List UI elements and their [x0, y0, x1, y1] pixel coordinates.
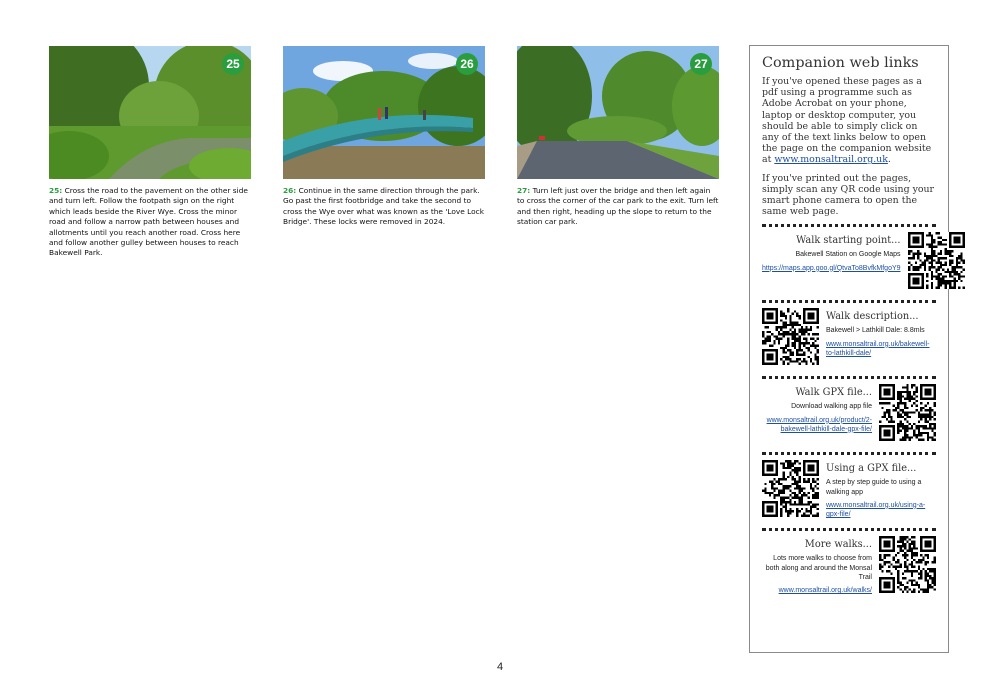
page-number: 4 [496, 661, 504, 673]
link-row-text [819, 460, 936, 519]
dotted-divider [762, 376, 936, 379]
dotted-divider [762, 452, 936, 455]
companion-links-panel [749, 45, 949, 653]
link-row-text [762, 232, 908, 272]
link-heading: Using a GPX file... [826, 463, 917, 475]
link-heading: Walk GPX file... [795, 387, 872, 399]
step-card-27 [517, 46, 719, 228]
link-row-description [762, 308, 936, 371]
link-description: Bakewell > Lathkill Dale: 8.8mls [826, 327, 925, 335]
step-text: Turn left just over the bridge and then left again to cross the corner of the car park to the exit. Turn left and then right, heading up the slope to return to the station car park. [517, 186, 719, 227]
link-row-text [762, 384, 879, 434]
link-row-text [819, 308, 936, 358]
link-row-using-gpx [762, 460, 936, 523]
step-badge: 25 [222, 53, 244, 75]
link-row-more-walks [762, 536, 936, 599]
step-number: 27: [517, 186, 531, 195]
link-description: A step by step guide to using a walking app [826, 479, 922, 496]
qr-code-icon [879, 536, 936, 593]
river-path-photo [49, 46, 251, 179]
qr-code-icon [762, 460, 819, 517]
river-path-image [49, 46, 251, 179]
gpx-file-link[interactable]: www.monsaltrail.org.uk/product/2-bakewell-lathkill-dale-gpx-file/ [766, 416, 872, 433]
qr-code-icon [762, 308, 819, 365]
step-caption [49, 186, 251, 259]
intro-end: . [887, 154, 891, 166]
intro-paragraph-1 [762, 76, 936, 166]
dotted-divider [762, 224, 936, 227]
walk-description-link[interactable]: www.monsaltrail.org.uk/bakewell-to-lathkill-dale/ [826, 340, 930, 357]
dotted-divider [762, 528, 936, 531]
panel-title: Companion web links [762, 55, 919, 71]
link-heading: Walk description... [826, 311, 919, 323]
step-card-26 [283, 46, 485, 228]
panel-intro [762, 76, 936, 217]
link-heading: Walk starting point... [796, 235, 901, 247]
website-link[interactable]: www.monsaltrail.org.uk [774, 154, 888, 166]
footbridge-photo [283, 46, 485, 179]
qr-code-icon [908, 232, 965, 289]
link-description: Bakewell Station on Google Maps [795, 251, 901, 259]
step-text: Continue in the same direction through the park. Go past the first footbridge and take the second to cross the Wye over what was known as the 'Love Lock Bridge'. These locks were removed in 2024. [283, 186, 484, 227]
road-image [517, 46, 719, 179]
step-text: Cross the road to the pavement on the other side and turn left. Follow the footpath sign on the right which leads beside the River Wye. Cross the minor road and follow a narrow path between houses and allotments until you reach another road. Cross here and follow another gulley between houses to reach Bakewell Park. [49, 186, 248, 258]
intro-text: If you've opened these pages as a pdf using a programme such as Adobe Acrobat on your phone, laptop or desktop computer, you should be able to simply click on any of the text links below to open the page on the companion website at [762, 76, 932, 166]
link-heading: More walks... [804, 539, 872, 551]
road-photo [517, 46, 719, 179]
step-number: 26: [283, 186, 297, 195]
step-caption [517, 186, 719, 228]
dotted-divider [762, 300, 936, 303]
footbridge-image [283, 46, 485, 179]
gpx-guide-link[interactable]: www.monsaltrail.org.uk/using-a-gpx-file/ [826, 501, 926, 519]
maps-link[interactable]: https://maps.app.goo.gl/QtvaTo8BvfkMfgoY9 [762, 264, 901, 272]
step-badge: 27 [690, 53, 712, 75]
link-row-start-point [762, 232, 936, 295]
step-card-25 [49, 46, 251, 259]
step-number: 25: [49, 186, 63, 195]
link-row-gpx [762, 384, 936, 447]
link-row-text [762, 536, 879, 595]
step-badge: 26 [456, 53, 478, 75]
more-walks-link[interactable]: www.monsaltrail.org.uk/walks/ [778, 587, 872, 595]
step-caption [283, 186, 485, 228]
link-description: Download walking app file [791, 403, 872, 411]
qr-code-icon [879, 384, 936, 441]
intro-paragraph-2: If you've printed out the pages, simply scan any QR code using your smart phone camera to open the same web page. [762, 172, 935, 218]
link-description: Lots more walks to choose from both along and around the Monsal Trail [765, 555, 872, 581]
